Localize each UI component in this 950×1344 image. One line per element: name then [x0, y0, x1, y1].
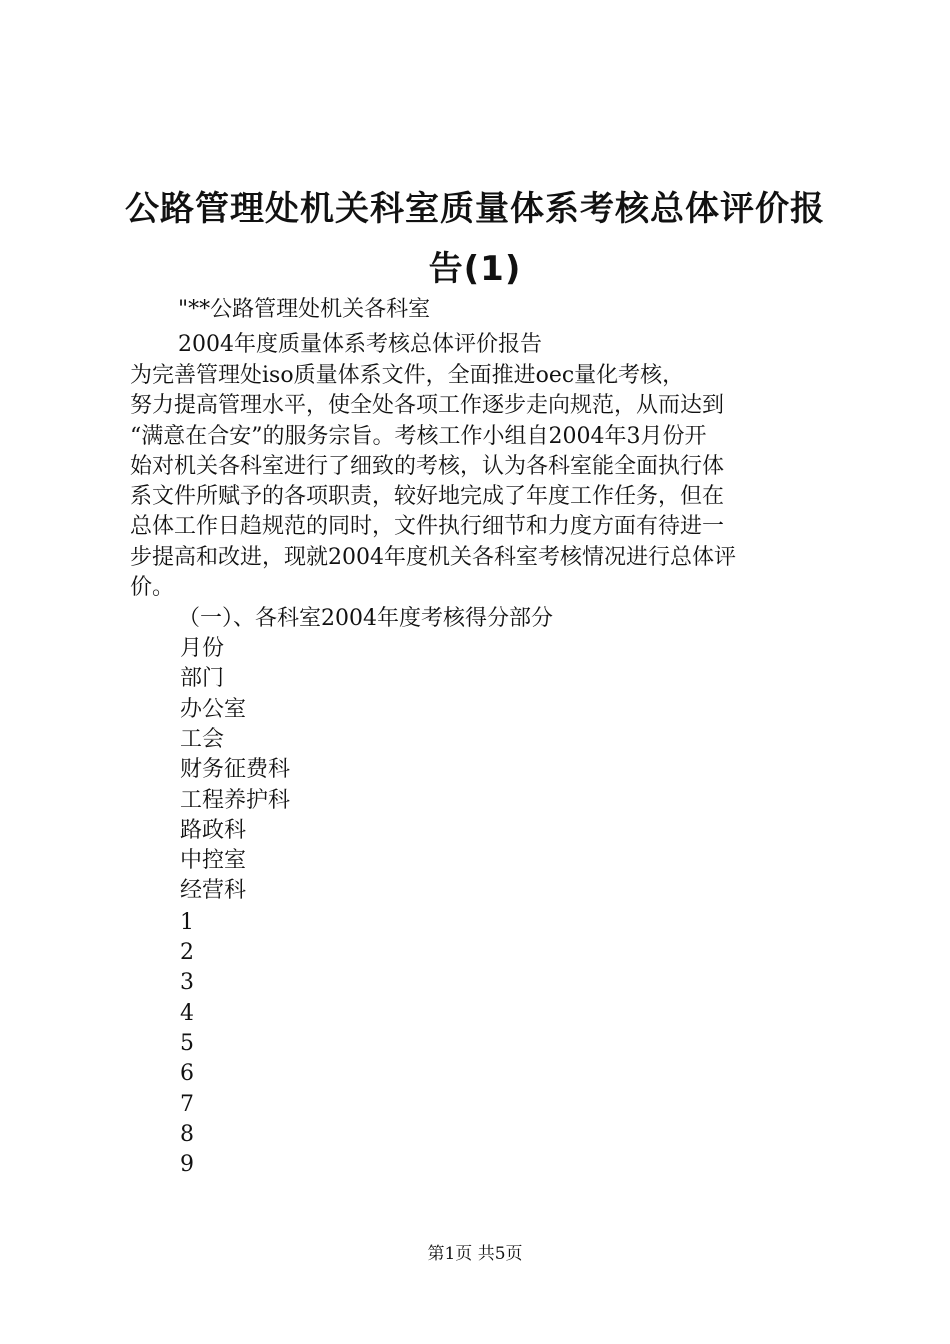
section-heading: （一）、各科室2004年度考核得分部分 [178, 606, 553, 631]
paragraph-line: “满意在合安”的服务宗旨。考核工作小组自2004年3月份开 [130, 424, 707, 449]
list-item: 6 [180, 1061, 194, 1086]
paragraph-line: 价。 [130, 575, 175, 600]
list-item: 中控室 [180, 848, 247, 873]
list-item: 工会 [180, 727, 225, 752]
list-item: 4 [180, 1001, 194, 1026]
paragraph-line: 努力提高管理水平，使全处各项工作逐步走向规范，从而达到 [130, 393, 725, 418]
list-item: 9 [180, 1152, 194, 1177]
list-item: 1 [180, 910, 194, 935]
list-item: 部门 [180, 666, 225, 691]
report-subtitle: 2004年度质量体系考核总体评价报告 [178, 332, 542, 357]
list-item: 7 [180, 1092, 194, 1117]
paragraph-line: 步提高和改进，现就2004年度机关各科室考核情况进行总体评 [130, 545, 736, 570]
list-item: 2 [180, 940, 194, 965]
list-item: 工程养护科 [180, 788, 291, 813]
list-item: 路政科 [180, 818, 247, 843]
list-item: 财务征费科 [180, 757, 291, 782]
list-item: 3 [180, 970, 194, 995]
page-footer: 第1页 共5页 [427, 1244, 523, 1264]
paragraph-line: 总体工作日趋规范的同时，文件执行细节和力度方面有待进一 [130, 514, 725, 539]
list-item: 5 [180, 1031, 194, 1056]
list-item: 8 [180, 1122, 194, 1147]
paragraph-line: 始对机关各科室进行了细致的考核，认为各科室能全面执行体 [130, 454, 725, 479]
paragraph-line: 系文件所赋予的各项职责，较好地完成了年度工作任务，但在 [130, 484, 725, 509]
paragraph-line: 为完善管理处iso质量体系文件，全面推进oec量化考核， [130, 363, 685, 388]
document-title-line-1: 公路管理处机关科室质量体系考核总体评价报 [125, 189, 825, 229]
list-item: 办公室 [180, 697, 247, 722]
list-item: 月份 [180, 636, 225, 661]
recipient-line: "**公路管理处机关各科室 [178, 297, 431, 322]
document-title-line-2: 告(1) [428, 249, 522, 289]
list-item: 经营科 [180, 878, 247, 903]
